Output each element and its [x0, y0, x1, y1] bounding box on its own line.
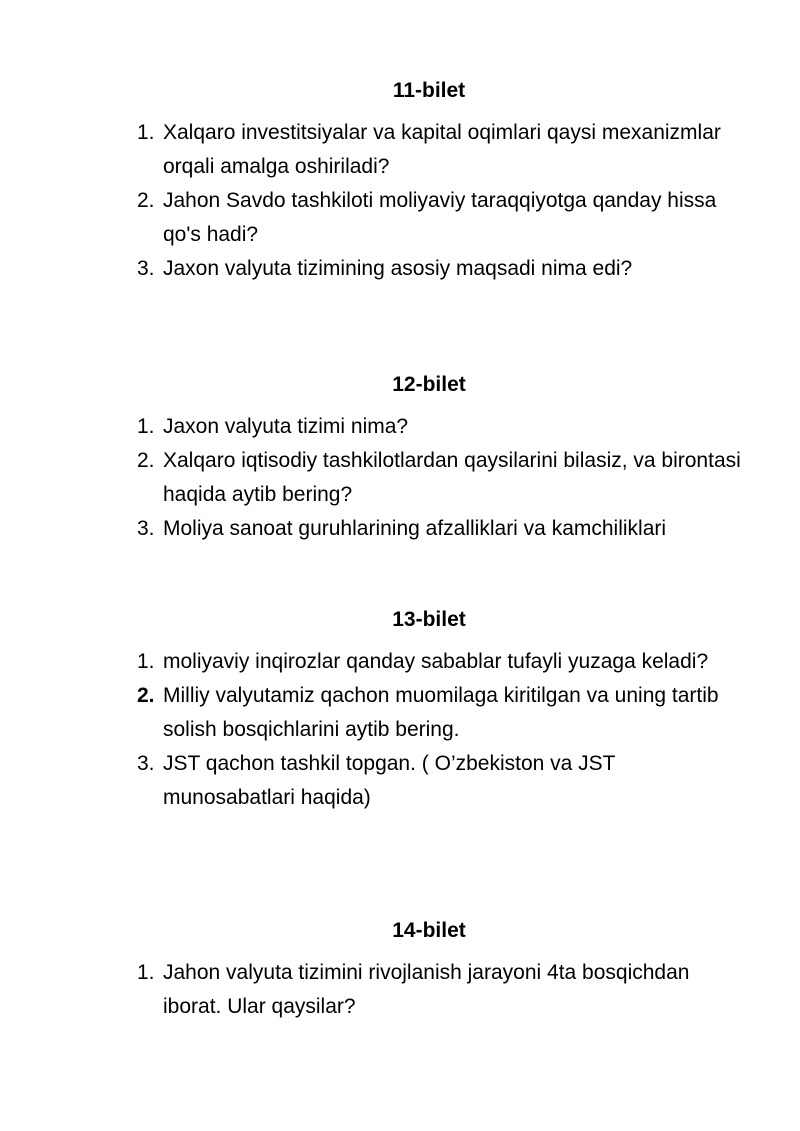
question-list: [0, 956, 800, 1024]
question-number: 2.: [137, 684, 155, 707]
question-text: Xalqaro investitsiyalar va kapital oqimlari qaysi mexanizmlar orqali amalga oshiriladi?: [163, 121, 721, 178]
ticket-title: 12-bilet: [392, 373, 466, 396]
question-text: Xalqaro iqtisodiy tashkilotlardan qaysilarini bilasiz, va birontasi haqida aytib bering?: [163, 449, 741, 506]
question-number: 3.: [137, 752, 155, 775]
question-number: 3.: [137, 257, 155, 280]
question-number: 2.: [137, 189, 155, 212]
question-item: [0, 512, 800, 546]
ticket-14: [0, 918, 800, 1024]
question-text: Moliya sanoat guruhlarining afzalliklari va kamchiliklari: [163, 517, 667, 540]
question-item: [0, 747, 800, 815]
ticket-title: 14-bilet: [392, 919, 466, 942]
question-text: Jaxon valyuta tizimining asosiy maqsadi nima edi?: [163, 257, 633, 280]
ticket-title: 13-bilet: [392, 608, 466, 631]
question-number: 1.: [137, 650, 155, 673]
question-text: Jahon Savdo tashkiloti moliyaviy taraqqiyotga qanday hissa qo's hadi?: [163, 189, 717, 246]
question-number: 1.: [137, 961, 155, 984]
question-text: Jahon valyuta tizimini rivojlanish jarayoni 4ta bosqichdan iborat. Ular qaysilar?: [163, 961, 690, 1018]
question-text: moliyaviy inqirozlar qanday sabablar tufayli yuzaga keladi?: [163, 650, 709, 673]
ticket-12: [0, 372, 800, 546]
question-list: [0, 116, 800, 286]
question-text: JST qachon tashkil topgan. ( O’zbekiston va JST munosabatlari haqida): [163, 752, 616, 809]
question-list: [0, 410, 800, 546]
question-number: 1.: [137, 415, 155, 438]
question-text: Jaxon valyuta tizimi nima?: [163, 415, 409, 438]
question-text: Milliy valyutamiz qachon muomilaga kiritilgan va uning tartib solish bosqichlarini aytib bering.: [163, 684, 719, 741]
question-list: [0, 645, 800, 815]
question-item: [0, 956, 800, 1024]
ticket-title: 11-bilet: [392, 79, 466, 102]
question-number: 1.: [137, 121, 155, 144]
question-number: 3.: [137, 517, 155, 540]
ticket-11: [0, 78, 800, 286]
question-item: [0, 116, 800, 184]
question-item: [0, 679, 800, 747]
question-item: [0, 184, 800, 252]
question-item: [0, 410, 800, 444]
ticket-13: [0, 607, 800, 815]
question-item: [0, 252, 800, 286]
question-number: 2.: [137, 449, 155, 472]
question-item: [0, 444, 800, 512]
question-item: [0, 645, 800, 679]
